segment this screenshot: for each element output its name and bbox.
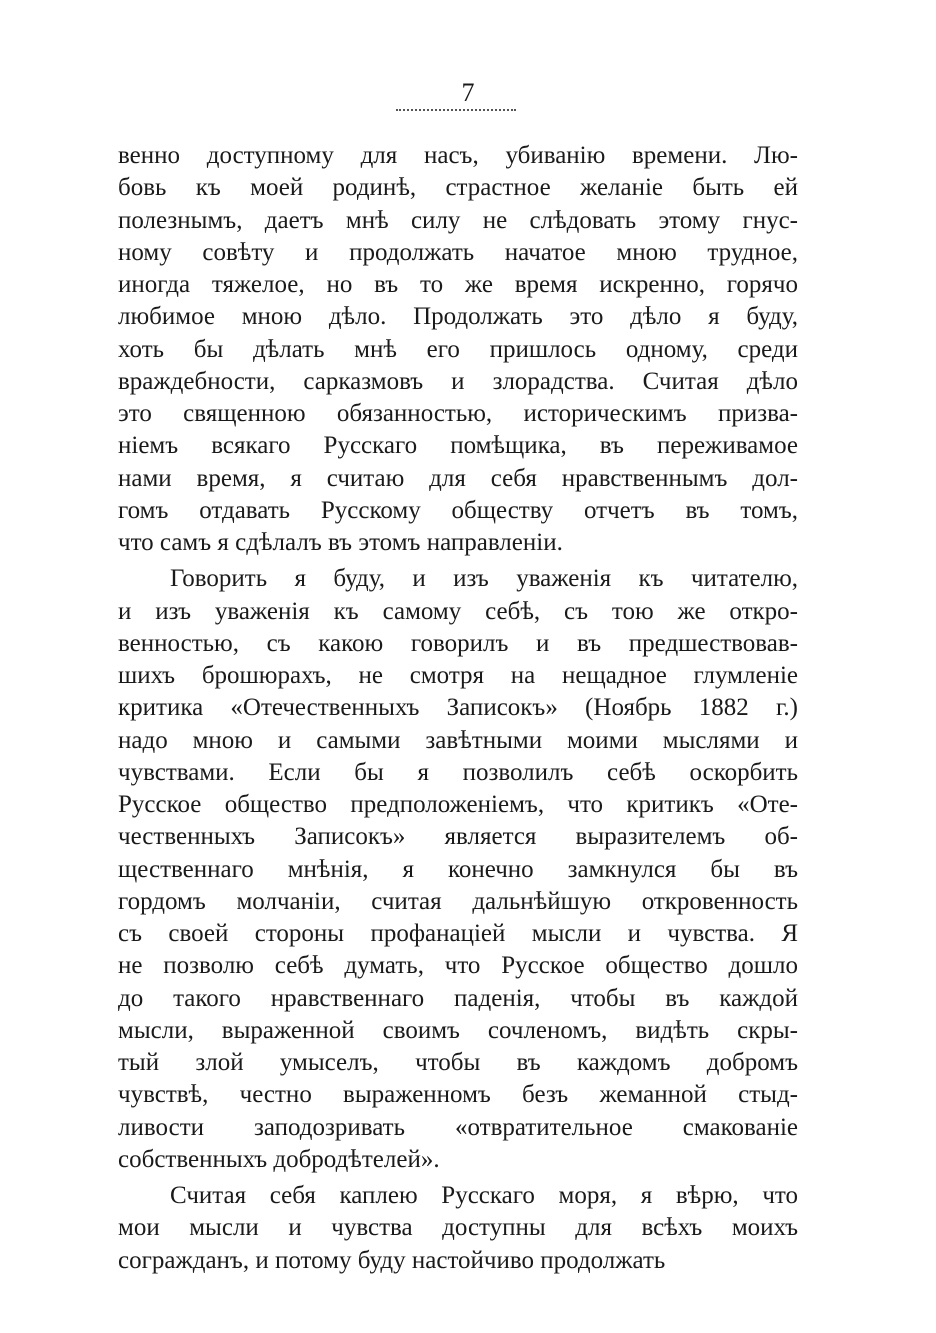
paragraph <box>118 140 798 559</box>
text-line: что самъ я сдѣлалъ въ этомъ направленіи. <box>118 529 563 556</box>
text-line: ному совѣту и продолжать начатое мною трудное, <box>118 238 798 266</box>
text-line: гомъ отдавать Русскому обществу отчетъ въ томъ, <box>118 496 798 524</box>
text-line: собственныхъ добродѣтелей». <box>118 1145 440 1173</box>
header-dotted-rule <box>396 109 516 111</box>
text-line: это священною обязанностью, историческимъ призва- <box>118 400 798 427</box>
text-line: хоть бы дѣлать мнѣ его пришлось одному, среди <box>118 335 798 363</box>
text-line: щественнаго мнѣнія, я конечно замкнулся бы въ <box>118 855 798 883</box>
body-text <box>118 140 798 1277</box>
text-line: нами время, я считаю для себя нравственнымъ дол- <box>118 464 798 492</box>
page-number: 7 <box>461 78 475 107</box>
text-line: шихъ брошюрахъ, не смотря на нещадное глумленіе <box>118 662 798 689</box>
text-line: согражданъ, и потому буду настойчиво продолжать <box>118 1246 666 1274</box>
text-line: чувствѣ, честно выраженномъ безъ жеманной стыд- <box>118 1081 798 1109</box>
text-line: полезнымъ, даетъ мнѣ силу не слѣдовать этому гнус- <box>118 206 798 234</box>
text-line: Считая себя каплею Русскаго моря, я вѣрю, что <box>170 1182 798 1209</box>
text-line: мысли, выраженной своимъ сочленомъ, видѣть скры- <box>118 1016 798 1044</box>
text-line: враждебности, сарказмовъ и злорадства. Считая дѣло <box>118 367 798 395</box>
text-line: гордомъ молчаніи, считая дальнѣйшую откровенность <box>118 887 798 915</box>
text-line: Русское общество предположеніемъ, что критикъ «Оте- <box>118 791 798 818</box>
text-line: и изъ уваженія къ самому себѣ, съ тою же откро- <box>118 597 798 625</box>
text-line: венно доступному для насъ, убиванію времени. Лю- <box>118 142 798 169</box>
paragraph <box>118 563 798 1176</box>
text-line: любимое мною дѣло. Продолжать это дѣло я буду, <box>118 303 798 331</box>
text-line: бовь къ моей родинѣ, страстное желаніе быть ей <box>118 174 798 202</box>
text-line: съ своей стороны профанаціей мысли и чувства. Я <box>118 920 798 947</box>
text-line: ніемъ всякаго Русскаго помѣщика, въ переживамое <box>118 432 798 460</box>
text-line: не позволю себѣ думать, что Русское общество дошло <box>118 952 798 980</box>
text-line: надо мною и самыми завѣтными моими мыслями и <box>118 726 798 754</box>
text-line: тый злой умыселъ, чтобы въ каждомъ добромъ <box>118 1049 798 1076</box>
text-line: мои мысли и чувства доступны для всѣхъ моихъ <box>118 1214 798 1242</box>
text-line: чувствами. Если бы я позволилъ себѣ оскорбить <box>118 758 798 786</box>
text-line: критика «Отечественныхъ Записокъ» (Ноябрь 1882 г.) <box>118 694 798 722</box>
text-line: венностью, съ какою говорилъ и въ предшествовав- <box>118 629 798 657</box>
text-line: ливости заподозривать «отвратительное смакованіе <box>118 1113 798 1141</box>
text-line: иногда тяжелое, но въ то же время искренно, горячо <box>118 271 798 298</box>
text-line: до такого нравственнаго паденія, чтобы въ каждой <box>118 984 798 1012</box>
paragraph <box>118 1180 798 1277</box>
text-line: Говорить я буду, и изъ уваженія къ читателю, <box>170 565 798 593</box>
text-line: чественныхъ Записокъ» является выразителемъ об- <box>118 823 798 851</box>
